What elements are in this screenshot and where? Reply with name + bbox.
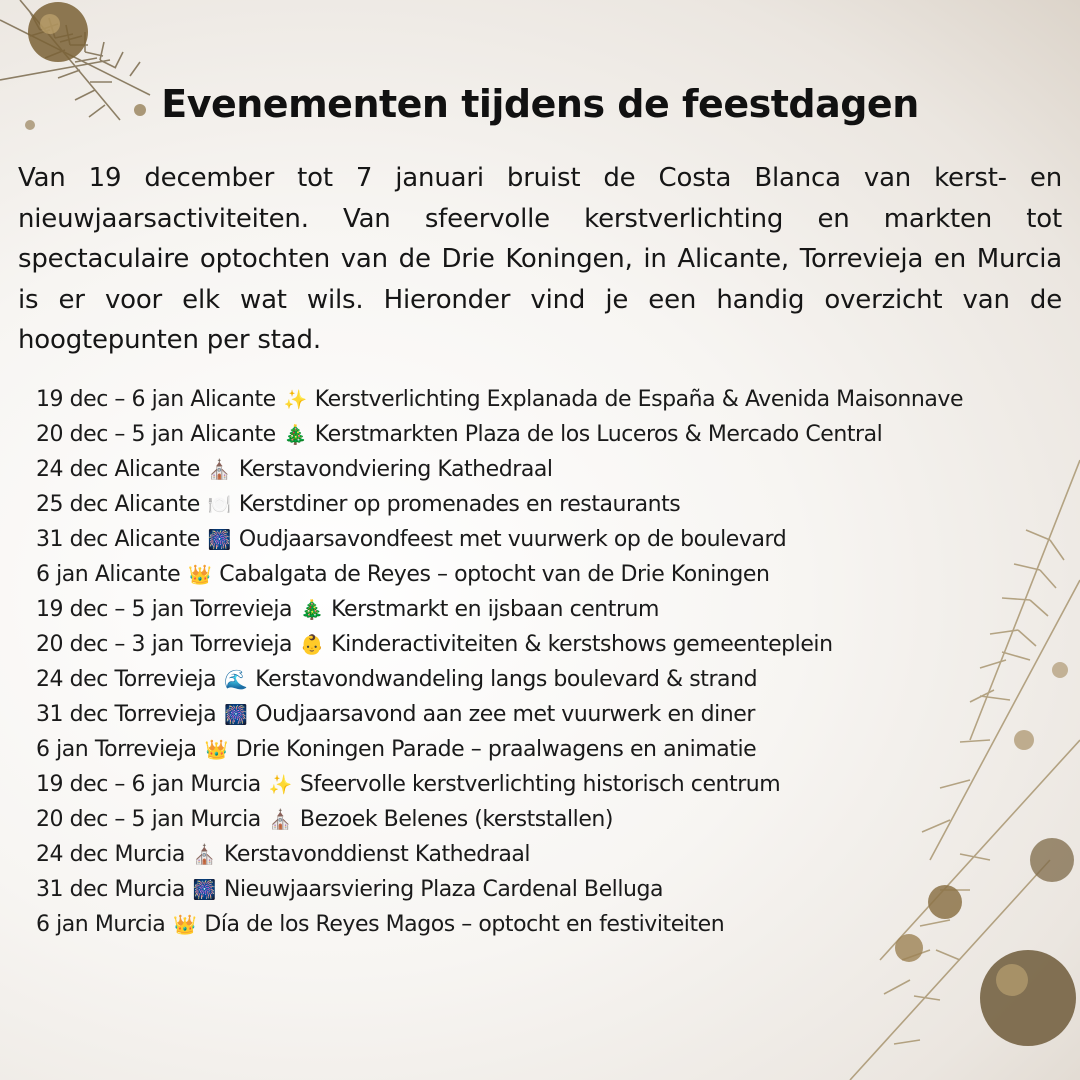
- event-row: [36, 557, 1066, 592]
- event-description: Kerstverlichting Explanada de España & Avenida Maisonnave: [314, 387, 964, 412]
- event-description: Kerstmarkt en ijsbaan centrum: [331, 597, 660, 622]
- event-description: Kerstmarkten Plaza de los Luceros & Mercado Central: [314, 422, 883, 447]
- event-row: [36, 627, 1066, 662]
- sparkles-icon: ✨: [268, 774, 292, 796]
- baby-icon: 👶: [299, 634, 324, 656]
- event-row: [36, 802, 1066, 837]
- event-row: [36, 522, 1066, 557]
- event-description: Nieuwjaarsviering Plaza Cardenal Belluga: [224, 877, 664, 902]
- event-description: Drie Koningen Parade – praalwagens en animatie: [235, 737, 757, 762]
- event-date: 24 dec: [36, 842, 108, 867]
- intro-paragraph: Van 19 december tot 7 januari bruist de Costa Blanca van kerst- en nieuwjaarsactiviteiten. Van sfeervolle kerstverlichting en markten tot spectaculaire optochten van de Drie Koningen, in Alicante, Torrevieja en Murcia is er voor elk wat wils. Hieronder vind je een handig overzicht van de hoogtepunten per stad.: [18, 163, 1062, 356]
- event-list: [36, 382, 1066, 942]
- page-title: Evenementen tijdens de feestdagen: [161, 82, 919, 126]
- event-description: Kerstavondviering Kathedraal: [238, 457, 553, 482]
- event-date: 6 jan: [36, 562, 89, 587]
- event-city: Murcia: [190, 772, 261, 797]
- event-city: Alicante: [114, 457, 200, 482]
- event-row: [36, 907, 1066, 942]
- event-description: Oudjaarsavondfeest met vuurwerk op de boulevard: [238, 527, 787, 552]
- event-description: Kerstdiner op promenades en restaurants: [238, 492, 681, 517]
- church-icon: ⛪: [207, 459, 231, 481]
- event-city: Torrevieja: [114, 667, 217, 692]
- fireworks-icon: 🎆: [224, 704, 248, 726]
- crown-icon: 👑: [188, 564, 212, 586]
- event-city: Murcia: [114, 842, 185, 867]
- event-row: [36, 592, 1066, 627]
- event-date: 19 dec – 5 jan: [36, 597, 184, 622]
- event-city: Alicante: [114, 527, 200, 552]
- event-row: [36, 662, 1066, 697]
- event-city: Murcia: [114, 877, 185, 902]
- event-city: Torrevieja: [190, 632, 293, 657]
- event-date: 6 jan: [36, 912, 89, 937]
- event-date: 20 dec – 3 jan: [36, 632, 184, 657]
- event-city: Torrevieja: [94, 737, 197, 762]
- wave-icon: 🌊: [224, 669, 248, 691]
- crown-icon: 👑: [173, 914, 197, 936]
- church-icon: ⛪: [268, 809, 292, 831]
- event-city: Alicante: [190, 422, 276, 447]
- christmas-tree-icon: 🎄: [283, 424, 307, 446]
- event-description: Bezoek Belenes (kerststallen): [299, 807, 614, 832]
- fork-knife-icon: 🍽️: [207, 494, 231, 516]
- event-date: 19 dec – 6 jan: [36, 387, 184, 412]
- event-date: 24 dec: [36, 667, 108, 692]
- event-city: Torrevieja: [114, 702, 217, 727]
- church-icon: ⛪: [192, 844, 217, 866]
- event-description: Oudjaarsavond aan zee met vuurwerk en diner: [255, 702, 755, 727]
- event-date: 20 dec – 5 jan: [36, 422, 184, 447]
- event-description: Kerstavondwandeling langs boulevard & strand: [255, 667, 758, 692]
- event-city: Murcia: [190, 807, 261, 832]
- crown-icon: 👑: [204, 739, 228, 761]
- event-row: [36, 697, 1066, 732]
- event-city: Alicante: [190, 387, 276, 412]
- sparkles-icon: ✨: [283, 389, 307, 411]
- event-description: Sfeervolle kerstverlichting historisch centrum: [299, 772, 781, 797]
- event-date: 20 dec – 5 jan: [36, 807, 184, 832]
- event-date: 25 dec: [36, 492, 108, 517]
- event-row: [36, 382, 1066, 417]
- event-row: [36, 837, 1066, 872]
- christmas-tree-icon: 🎄: [299, 599, 324, 621]
- event-date: 31 dec: [36, 527, 108, 552]
- event-row: [36, 487, 1066, 522]
- event-row: [36, 732, 1066, 767]
- event-city: Murcia: [94, 912, 166, 937]
- event-description: Día de los Reyes Magos – optocht en festiviteiten: [204, 912, 725, 937]
- event-date: 6 jan: [36, 737, 89, 762]
- event-description: Kinderactiviteiten & kerstshows gemeenteplein: [331, 632, 833, 657]
- event-row: [36, 767, 1066, 802]
- event-date: 31 dec: [36, 702, 108, 727]
- event-city: Alicante: [114, 492, 200, 517]
- event-row: [36, 872, 1066, 907]
- event-description: Kerstavonddienst Kathedraal: [224, 842, 531, 867]
- event-description: Cabalgata de Reyes – optocht van de Drie Koningen: [219, 562, 770, 587]
- event-date: 19 dec – 6 jan: [36, 772, 184, 797]
- fireworks-icon: 🎆: [207, 529, 231, 551]
- event-row: [36, 417, 1066, 452]
- event-date: 31 dec: [36, 877, 108, 902]
- event-date: 24 dec: [36, 457, 108, 482]
- event-city: Alicante: [94, 562, 181, 587]
- event-city: Torrevieja: [190, 597, 293, 622]
- event-row: [36, 452, 1066, 487]
- fireworks-icon: 🎆: [192, 879, 217, 901]
